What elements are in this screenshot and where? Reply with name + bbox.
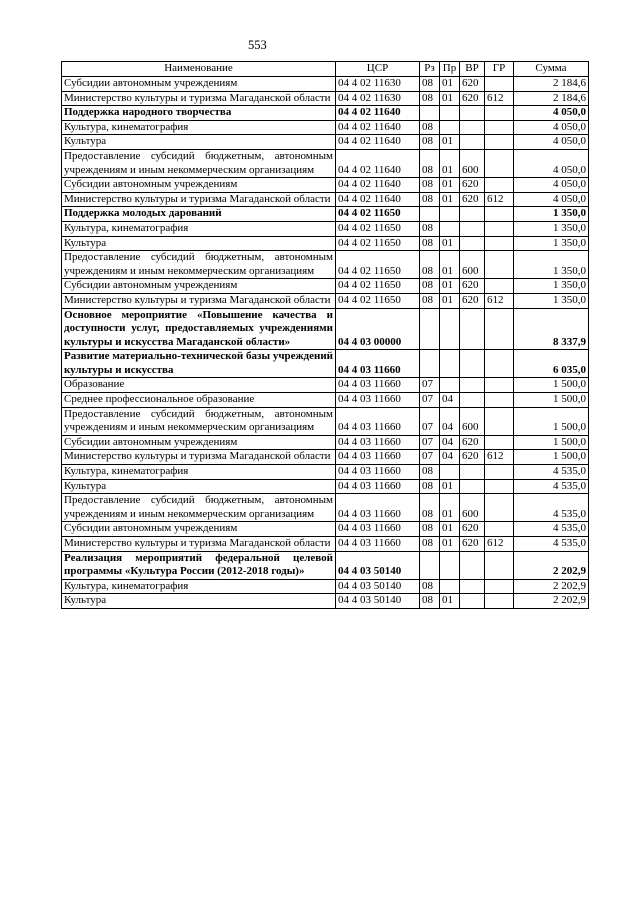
row-csr: 04 4 03 50140 xyxy=(336,551,420,579)
table-row xyxy=(62,106,589,121)
row-csr: 04 4 02 11650 xyxy=(336,236,420,251)
row-gr xyxy=(485,594,514,609)
row-rz: 08 xyxy=(420,135,440,150)
row-gr xyxy=(485,407,514,435)
row-pr xyxy=(440,465,460,480)
row-name: Культура xyxy=(62,594,336,609)
row-rz: 08 xyxy=(420,522,440,537)
row-gr xyxy=(485,279,514,294)
row-pr xyxy=(440,350,460,378)
row-gr xyxy=(485,479,514,494)
row-csr: 04 4 03 11660 xyxy=(336,378,420,393)
row-rz xyxy=(420,308,440,350)
row-name: Министерство культуры и туризма Магаданской области xyxy=(62,293,336,308)
row-csr: 04 4 02 11640 xyxy=(336,149,420,177)
row-csr: 04 4 02 11650 xyxy=(336,279,420,294)
row-gr xyxy=(485,551,514,579)
row-rz: 07 xyxy=(420,393,440,408)
row-pr: 01 xyxy=(440,293,460,308)
row-name: Образование xyxy=(62,378,336,393)
row-vr: 600 xyxy=(460,251,485,279)
row-name: Развитие материально-технической базы учреждений культуры и искусства xyxy=(62,350,336,378)
row-csr: 04 4 03 11660 xyxy=(336,522,420,537)
row-sum: 1 500,0 xyxy=(514,378,589,393)
row-csr: 04 4 03 11660 xyxy=(336,537,420,552)
table-row xyxy=(62,479,589,494)
row-rz: 08 xyxy=(420,149,440,177)
table-row xyxy=(62,494,589,522)
row-name: Культура, кинематография xyxy=(62,221,336,236)
row-csr: 04 4 03 11660 xyxy=(336,435,420,450)
row-rz: 08 xyxy=(420,279,440,294)
row-csr: 04 4 03 11660 xyxy=(336,479,420,494)
row-name: Субсидии автономным учреждениям xyxy=(62,178,336,193)
row-vr xyxy=(460,207,485,222)
row-sum: 2 202,9 xyxy=(514,579,589,594)
row-vr: 620 xyxy=(460,178,485,193)
row-vr: 620 xyxy=(460,450,485,465)
row-rz: 08 xyxy=(420,293,440,308)
row-rz: 08 xyxy=(420,178,440,193)
row-csr: 04 4 02 11650 xyxy=(336,293,420,308)
row-vr xyxy=(460,465,485,480)
row-vr: 620 xyxy=(460,435,485,450)
row-sum: 1 500,0 xyxy=(514,407,589,435)
row-name: Культура xyxy=(62,135,336,150)
row-pr: 01 xyxy=(440,522,460,537)
row-sum: 1 350,0 xyxy=(514,251,589,279)
row-csr: 04 4 03 11660 xyxy=(336,350,420,378)
row-gr xyxy=(485,106,514,121)
row-vr: 620 xyxy=(460,279,485,294)
row-vr xyxy=(460,378,485,393)
row-rz: 08 xyxy=(420,479,440,494)
row-sum: 4 050,0 xyxy=(514,120,589,135)
table-row xyxy=(62,465,589,480)
row-name: Министерство культуры и туризма Магаданской области xyxy=(62,537,336,552)
row-sum: 1 350,0 xyxy=(514,293,589,308)
table-row xyxy=(62,537,589,552)
row-rz: 07 xyxy=(420,435,440,450)
row-vr: 620 xyxy=(460,91,485,106)
row-csr: 04 4 02 11640 xyxy=(336,192,420,207)
table-row xyxy=(62,579,589,594)
row-sum: 4 050,0 xyxy=(514,135,589,150)
row-csr: 04 4 02 11650 xyxy=(336,221,420,236)
row-csr: 04 4 03 50140 xyxy=(336,579,420,594)
row-sum: 4 535,0 xyxy=(514,465,589,480)
row-csr: 04 4 02 11630 xyxy=(336,77,420,92)
table-row xyxy=(62,279,589,294)
row-pr: 01 xyxy=(440,149,460,177)
row-vr xyxy=(460,221,485,236)
row-vr xyxy=(460,135,485,150)
row-vr: 620 xyxy=(460,293,485,308)
table-row xyxy=(62,236,589,251)
table-header xyxy=(62,62,589,77)
table-row xyxy=(62,91,589,106)
row-vr: 620 xyxy=(460,77,485,92)
row-vr: 620 xyxy=(460,537,485,552)
row-csr: 04 4 02 11640 xyxy=(336,120,420,135)
row-name: Предоставление субсидий бюджетным, автономным учреждениям и иным некоммерческим организациям xyxy=(62,149,336,177)
row-gr xyxy=(485,251,514,279)
row-gr: 612 xyxy=(485,293,514,308)
row-vr xyxy=(460,479,485,494)
row-gr xyxy=(485,178,514,193)
row-sum: 1 500,0 xyxy=(514,450,589,465)
row-name: Предоставление субсидий бюджетным, автономным учреждениям и иным некоммерческим организациям xyxy=(62,251,336,279)
row-name: Предоставление субсидий бюджетным, автономным учреждениям и иным некоммерческим организациям xyxy=(62,494,336,522)
row-pr: 01 xyxy=(440,279,460,294)
row-pr: 01 xyxy=(440,91,460,106)
table-row xyxy=(62,120,589,135)
row-name: Министерство культуры и туризма Магаданской области xyxy=(62,450,336,465)
table-row xyxy=(62,207,589,222)
row-pr: 01 xyxy=(440,251,460,279)
row-rz: 08 xyxy=(420,91,440,106)
row-rz: 07 xyxy=(420,378,440,393)
row-gr xyxy=(485,120,514,135)
row-vr xyxy=(460,393,485,408)
column-header-rz: Рз xyxy=(420,62,440,77)
row-pr: 01 xyxy=(440,479,460,494)
row-vr xyxy=(460,236,485,251)
row-rz: 08 xyxy=(420,192,440,207)
table-row xyxy=(62,77,589,92)
row-csr: 04 4 02 11640 xyxy=(336,135,420,150)
row-csr: 04 4 02 11650 xyxy=(336,207,420,222)
row-vr xyxy=(460,120,485,135)
row-sum: 1 350,0 xyxy=(514,221,589,236)
row-gr xyxy=(485,465,514,480)
row-pr: 01 xyxy=(440,77,460,92)
row-pr xyxy=(440,120,460,135)
row-name: Среднее профессиональное образование xyxy=(62,393,336,408)
row-sum: 1 350,0 xyxy=(514,207,589,222)
row-rz: 08 xyxy=(420,594,440,609)
row-sum: 4 050,0 xyxy=(514,106,589,121)
row-rz: 08 xyxy=(420,494,440,522)
row-sum: 1 500,0 xyxy=(514,435,589,450)
row-sum: 4 050,0 xyxy=(514,192,589,207)
row-rz: 08 xyxy=(420,236,440,251)
row-sum: 1 350,0 xyxy=(514,279,589,294)
row-gr xyxy=(485,393,514,408)
row-pr xyxy=(440,207,460,222)
table-row xyxy=(62,135,589,150)
row-gr xyxy=(485,149,514,177)
row-name: Основное мероприятие «Повышение качества и доступности услуг, предоставляемых учреждениями культуры и искусства Магаданской области» xyxy=(62,308,336,350)
row-gr xyxy=(485,207,514,222)
row-name: Культура, кинематография xyxy=(62,120,336,135)
row-sum: 6 035,0 xyxy=(514,350,589,378)
row-csr: 04 4 03 00000 xyxy=(336,308,420,350)
row-sum: 1 350,0 xyxy=(514,236,589,251)
row-pr: 04 xyxy=(440,450,460,465)
row-gr xyxy=(485,378,514,393)
row-pr: 01 xyxy=(440,135,460,150)
row-sum: 4 535,0 xyxy=(514,494,589,522)
row-pr xyxy=(440,308,460,350)
row-rz: 08 xyxy=(420,221,440,236)
row-vr: 620 xyxy=(460,192,485,207)
row-gr xyxy=(485,435,514,450)
column-header-gr: ГР xyxy=(485,62,514,77)
row-pr xyxy=(440,579,460,594)
row-name: Предоставление субсидий бюджетным, автономным учреждениям и иным некоммерческим организациям xyxy=(62,407,336,435)
row-sum: 4 535,0 xyxy=(514,522,589,537)
table-row xyxy=(62,293,589,308)
row-rz xyxy=(420,106,440,121)
row-sum: 4 050,0 xyxy=(514,178,589,193)
row-pr: 04 xyxy=(440,435,460,450)
row-gr xyxy=(485,350,514,378)
row-pr: 04 xyxy=(440,393,460,408)
table-row xyxy=(62,149,589,177)
table-row xyxy=(62,522,589,537)
row-vr xyxy=(460,594,485,609)
column-header-name: Наименование xyxy=(62,62,336,77)
row-csr: 04 4 03 11660 xyxy=(336,465,420,480)
row-vr: 600 xyxy=(460,407,485,435)
row-rz: 08 xyxy=(420,251,440,279)
row-vr xyxy=(460,106,485,121)
table-row xyxy=(62,450,589,465)
row-rz: 08 xyxy=(420,537,440,552)
row-csr: 04 4 02 11640 xyxy=(336,178,420,193)
row-csr: 04 4 02 11640 xyxy=(336,106,420,121)
column-header-csr: ЦСР xyxy=(336,62,420,77)
table-row xyxy=(62,350,589,378)
table-row xyxy=(62,251,589,279)
row-rz xyxy=(420,350,440,378)
row-vr: 600 xyxy=(460,149,485,177)
row-rz: 08 xyxy=(420,120,440,135)
row-sum: 1 500,0 xyxy=(514,393,589,408)
row-csr: 04 4 03 11660 xyxy=(336,494,420,522)
row-sum: 2 202,9 xyxy=(514,551,589,579)
row-gr xyxy=(485,579,514,594)
row-vr xyxy=(460,579,485,594)
table-row xyxy=(62,192,589,207)
page-number: 553 xyxy=(248,38,267,52)
row-csr: 04 4 03 11660 xyxy=(336,407,420,435)
row-sum: 2 184,6 xyxy=(514,77,589,92)
row-gr xyxy=(485,308,514,350)
row-name: Культура xyxy=(62,479,336,494)
row-name: Культура xyxy=(62,236,336,251)
table-row xyxy=(62,435,589,450)
row-csr: 04 4 03 11660 xyxy=(336,393,420,408)
table-row xyxy=(62,393,589,408)
table-row xyxy=(62,221,589,236)
row-rz xyxy=(420,207,440,222)
row-sum: 4 535,0 xyxy=(514,479,589,494)
row-vr xyxy=(460,551,485,579)
table-row xyxy=(62,551,589,579)
row-name: Субсидии автономным учреждениям xyxy=(62,77,336,92)
table-row xyxy=(62,594,589,609)
row-pr: 01 xyxy=(440,236,460,251)
row-gr xyxy=(485,236,514,251)
row-gr: 612 xyxy=(485,537,514,552)
row-vr xyxy=(460,350,485,378)
row-rz: 08 xyxy=(420,465,440,480)
row-pr: 01 xyxy=(440,537,460,552)
row-gr xyxy=(485,77,514,92)
table-row xyxy=(62,308,589,350)
row-rz: 08 xyxy=(420,579,440,594)
row-pr: 04 xyxy=(440,407,460,435)
row-pr: 01 xyxy=(440,594,460,609)
row-name: Субсидии автономным учреждениям xyxy=(62,279,336,294)
row-csr: 04 4 02 11650 xyxy=(336,251,420,279)
row-gr xyxy=(485,494,514,522)
row-vr: 600 xyxy=(460,494,485,522)
row-csr: 04 4 02 11630 xyxy=(336,91,420,106)
row-pr: 01 xyxy=(440,192,460,207)
column-header-sum: Сумма xyxy=(514,62,589,77)
row-pr: 01 xyxy=(440,494,460,522)
row-pr: 01 xyxy=(440,178,460,193)
table-body xyxy=(62,77,589,609)
row-name: Культура, кинематография xyxy=(62,579,336,594)
row-rz xyxy=(420,551,440,579)
column-header-pr: Пр xyxy=(440,62,460,77)
row-name: Субсидии автономным учреждениям xyxy=(62,522,336,537)
column-header-vr: ВР xyxy=(460,62,485,77)
row-vr: 620 xyxy=(460,522,485,537)
row-gr xyxy=(485,135,514,150)
row-gr xyxy=(485,221,514,236)
row-gr xyxy=(485,522,514,537)
row-gr: 612 xyxy=(485,91,514,106)
row-rz: 07 xyxy=(420,450,440,465)
row-name: Министерство культуры и туризма Магаданской области xyxy=(62,192,336,207)
row-sum: 4 535,0 xyxy=(514,537,589,552)
row-pr xyxy=(440,378,460,393)
table-row xyxy=(62,178,589,193)
row-csr: 04 4 03 11660 xyxy=(336,450,420,465)
row-rz: 07 xyxy=(420,407,440,435)
row-pr xyxy=(440,551,460,579)
row-csr: 04 4 03 50140 xyxy=(336,594,420,609)
row-name: Поддержка народного творчества xyxy=(62,106,336,121)
row-gr: 612 xyxy=(485,450,514,465)
table-row xyxy=(62,407,589,435)
row-name: Субсидии автономным учреждениям xyxy=(62,435,336,450)
row-sum: 2 184,6 xyxy=(514,91,589,106)
row-gr: 612 xyxy=(485,192,514,207)
row-sum: 2 202,9 xyxy=(514,594,589,609)
row-name: Поддержка молодых дарований xyxy=(62,207,336,222)
row-sum: 4 050,0 xyxy=(514,149,589,177)
row-vr xyxy=(460,308,485,350)
row-name: Министерство культуры и туризма Магаданской области xyxy=(62,91,336,106)
row-sum: 8 337,9 xyxy=(514,308,589,350)
row-pr xyxy=(440,106,460,121)
row-pr xyxy=(440,221,460,236)
row-name: Культура, кинематография xyxy=(62,465,336,480)
row-name: Реализация мероприятий федеральной целевой программы «Культура России (2012-2018 годы)» xyxy=(62,551,336,579)
row-rz: 08 xyxy=(420,77,440,92)
table-row xyxy=(62,378,589,393)
budget-table xyxy=(61,61,589,609)
